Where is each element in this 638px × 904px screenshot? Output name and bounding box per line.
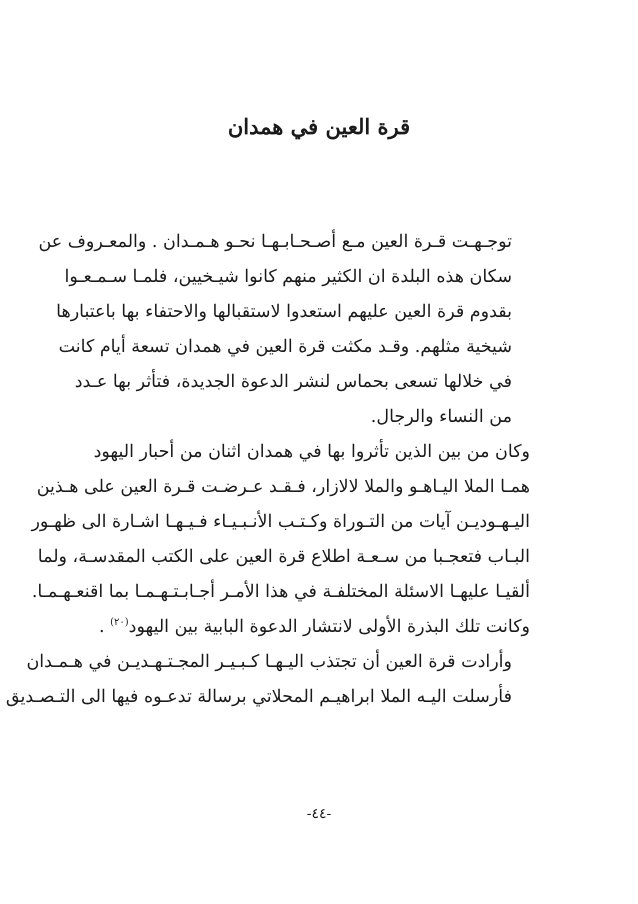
text-line: اليـهـوديـن آيات من التـوراة وكـتـب الأنـبـيـاء فـيـهـا اشـارة الى ظهـور	[31, 512, 530, 532]
body-text	[5, 225, 530, 715]
text-line: توجـهـت قـرة العين مـع أصـحـابـهـا نحـو هـمـدان . والمعـروف عن	[38, 232, 512, 252]
text-line: وكان من بين الذين تأثروا بها في همدان اثنان من أحبار اليهود	[93, 442, 530, 462]
text-line: البـاب فتعجـبا من سـعـة اطلاع قرة العين على الكتب المقدسـة، ولما	[37, 547, 530, 567]
text-line: سكان هذه البلدة ان الكثير منهم كانوا شيـخيين، فلمـا سـمـعـوا	[64, 267, 512, 287]
chapter-title: قرة العين في همدان	[227, 114, 411, 139]
text-line: همـا الملا اليـاهـو والملا لالازار، فـقـد عـرضـت قـرة العين على هـذين	[36, 477, 530, 497]
text-line: وأرادت قرة العين أن تجتذب اليـهـا كـبـيـر المجـتـهـديـن في هـمـدان	[26, 652, 512, 672]
text-line: وكانت تلك البذرة الأولى لانتشار الدعوة البابية بين اليهود	[128, 617, 530, 637]
text-line: من النساء والرجال.	[370, 407, 512, 427]
paragraph-2	[31, 435, 530, 645]
period: .	[98, 617, 111, 637]
text-line-with-footnote	[98, 610, 530, 645]
text-line: بقدوم قرة العين عليهم استعدوا لاستقبالها والاحتفاء بها باعتبارها	[56, 302, 512, 322]
text-line: فأرسلت اليـه الملا ابراهيـم المحلاتي برسالة تدعـوه فيها الى التـصـديق	[5, 687, 512, 707]
paragraph-3	[5, 645, 530, 715]
text-line: شيخية مثلهم. وقـد مكثت قرة العين في همدان تسعة أيام كانت	[58, 337, 512, 357]
footnote-reference[interactable]: (٢٠)	[110, 617, 129, 629]
paragraph-1	[38, 225, 530, 435]
page-number: -٤٤-	[306, 806, 332, 822]
text-line: في خلالها تسعى بحماس لنشر الدعوة الجديدة، فتأثر بها عـدد	[74, 372, 512, 392]
text-line: ألقيـا عليهـا الاسئلة المختلفـة في هذا الأمـر أجـابـتـهـمـا بما اقنعـهـمـا.	[31, 582, 530, 602]
